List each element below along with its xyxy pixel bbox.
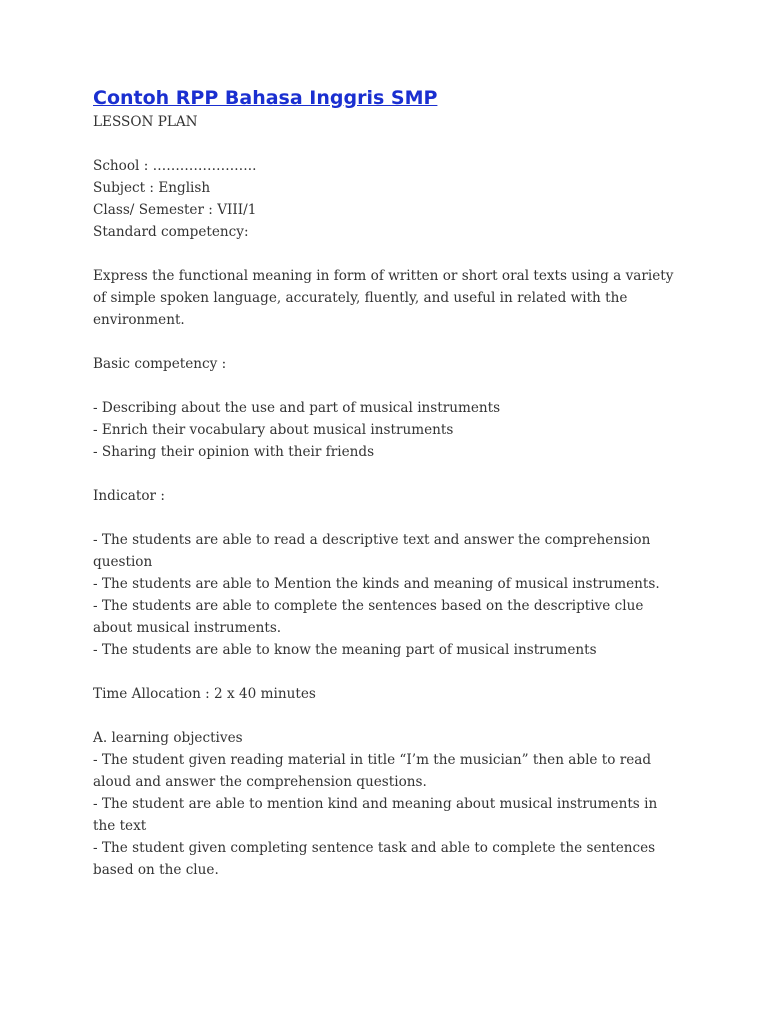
document-title-link[interactable]: Contoh RPP Bahasa Inggris SMP xyxy=(93,87,438,109)
lesson-plan-heading: LESSON PLAN xyxy=(93,114,198,130)
objectives-label: A. learning objectives xyxy=(93,730,243,746)
school-line: School : ………………….. xyxy=(93,158,257,174)
standard-competency-label: Standard competency: xyxy=(93,224,249,240)
basic-competency-item: - Enrich their vocabulary about musical instruments xyxy=(93,422,454,438)
basic-competency-item: - Sharing their opinion with their friends xyxy=(93,444,375,460)
objective-item: - The student given completing sentence task and able to complete the sentences based on the clue. xyxy=(93,840,656,878)
standard-competency-text: Express the functional meaning in form of written or short oral texts using a variety of simple spoken language, accurately, fluently, and useful in related with the environment. xyxy=(93,268,674,328)
indicator-label: Indicator : xyxy=(93,488,165,504)
subject-line: Subject : English xyxy=(93,180,211,196)
basic-competency-label: Basic competency : xyxy=(93,356,227,372)
time-allocation-line: Time Allocation : 2 x 40 minutes xyxy=(93,686,316,702)
objective-item: - The student given reading material in title “I’m the musician” then able to read aloud and answer the comprehension questions. xyxy=(93,752,652,790)
basic-competency-item: - Describing about the use and part of musical instruments xyxy=(93,400,501,416)
class-semester-line: Class/ Semester : VIII/1 xyxy=(93,202,257,218)
document-page xyxy=(93,85,683,881)
indicator-item: - The students are able to complete the sentences based on the descriptive clue about musical instruments. xyxy=(93,598,644,636)
indicator-item: - The students are able to know the meaning part of musical instruments xyxy=(93,642,597,658)
indicator-item: - The students are able to Mention the kinds and meaning of musical instruments. xyxy=(93,576,660,592)
document-body xyxy=(93,111,683,881)
indicator-item: - The students are able to read a descriptive text and answer the comprehension question xyxy=(93,532,651,570)
objective-item: - The student are able to mention kind and meaning about musical instruments in the text xyxy=(93,796,658,834)
